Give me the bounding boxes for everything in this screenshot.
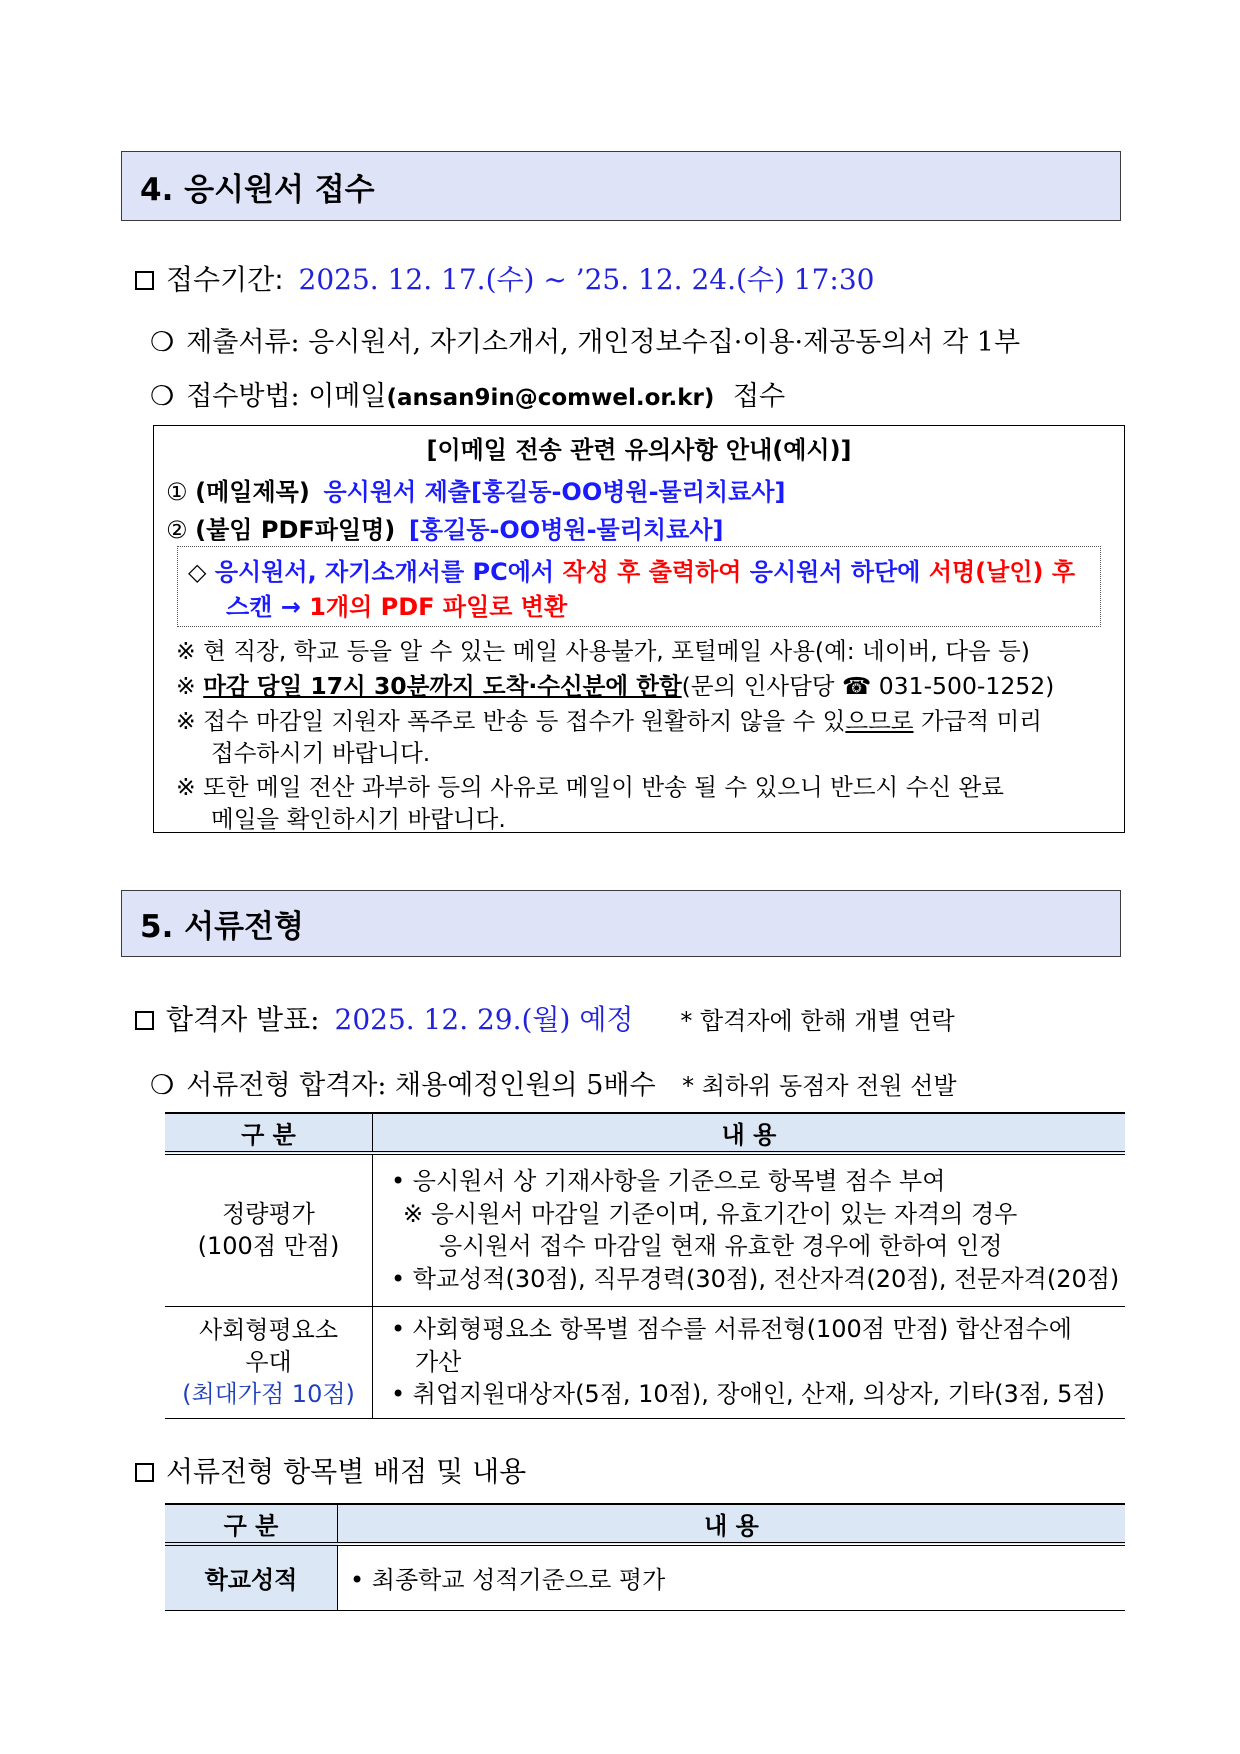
pdf-instruction-box — [177, 546, 1101, 627]
table1-header-category: 구 분 — [165, 1113, 373, 1153]
diamond-icon: ◇ — [188, 558, 207, 586]
notice-note-4: ※ 또한 메일 전산 과부하 등의 사유로 메일이 반송 될 수 있으니 반드시 수신 완료 — [176, 773, 1005, 801]
pass-note: * 최하위 동점자 전원 선발 — [682, 1072, 957, 1100]
item1-num: ① — [166, 478, 188, 506]
method-suffix: 접수 — [732, 381, 786, 412]
row2-label3: (최대가점 10점) — [182, 1380, 355, 1408]
method-prefix: : 이메일 — [290, 381, 387, 412]
row1-content-cell — [373, 1153, 1126, 1306]
email-notice-box — [153, 425, 1125, 833]
item1-value: 응시원서 제출[홍길동-OO병원-물리치료사] — [323, 478, 786, 506]
item1-label: (메일제목) — [195, 478, 310, 506]
table2-header-row — [165, 1504, 1125, 1544]
notice-note-4-cont: 메일을 확인하시기 바랍니다. — [211, 805, 506, 833]
box-line1-b: 작성 후 출력하여 — [562, 558, 742, 586]
table1-header-content: 내 용 — [721, 1121, 777, 1149]
row1-line4: • 학교성적(30점), 직무경력(30점), 전산자격(20점), 전문자격(20점) — [391, 1264, 1120, 1293]
box-line1-d: 서명(날인) 후 — [928, 558, 1076, 586]
checkbox-square-icon — [135, 271, 154, 290]
checkbox-square-icon — [135, 1463, 154, 1482]
items-title-line — [135, 1450, 526, 1490]
item2-value: [홍길동-OO병원-물리치료사] — [408, 516, 724, 544]
row2-label1: 사회형평요소 — [198, 1316, 339, 1344]
table-row — [165, 1153, 1125, 1306]
note2-rest: (문의 인사담당 ☎ 031-500-1252) — [681, 672, 1055, 700]
circle-bullet-icon: ❍ — [150, 381, 175, 412]
table-row — [165, 1544, 1125, 1610]
row1-line3: 응시원서 접수 마감일 현재 유효한 경우에 한하여 인정 — [439, 1232, 1003, 1261]
items-title: 서류전형 항목별 배점 및 내용 — [166, 1455, 527, 1488]
method-label: 접수방법 — [186, 381, 291, 412]
row2-line1: • 사회형평요소 항목별 점수를 서류전형(100점 만점) 합산점수에 — [391, 1315, 1072, 1344]
period-line — [135, 258, 875, 298]
box-line2-b: 1개의 PDF 파일로 변환 — [309, 593, 568, 621]
note2-mark: ※ — [176, 672, 196, 700]
note3-line1-a: ※ 접수 마감일 지원자 폭주로 반송 등 접수가 원활하지 않을 수 있 — [176, 707, 846, 735]
notice-item-1 — [166, 472, 785, 507]
table2-header-category: 구 분 — [165, 1504, 338, 1544]
note2-bold: 마감 당일 17시 30분까지 도착·수신분에 한함 — [203, 672, 682, 700]
box-line2-a: 스캔 → — [226, 593, 301, 621]
table2-row1-label: 학교성적 — [165, 1544, 338, 1610]
docs-label: 제출서류 — [186, 327, 291, 358]
notice-note-3-cont: 접수하시기 바랍니다. — [211, 739, 431, 767]
notice-note-1: ※ 현 직장, 학교 등을 알 수 있는 메일 사용불가, 포털메일 사용(예: 네이버, 다음 등) — [176, 637, 1030, 665]
circle-bullet-icon: ❍ — [150, 1070, 175, 1101]
pass-line — [150, 1063, 957, 1102]
items-score-table — [165, 1503, 1125, 1611]
announce-label: 합격자 발표 — [166, 1003, 311, 1036]
period-sep: : — [274, 263, 284, 296]
table-row — [165, 1306, 1125, 1418]
table1-header-row — [165, 1113, 1125, 1153]
period-label: 접수기간 — [166, 263, 275, 296]
row1-line2: ※ 응시원서 마감일 기준이며, 유효기간이 있는 자격의 경우 — [403, 1199, 1018, 1228]
method-line — [150, 374, 785, 413]
table2-header-content: 내 용 — [704, 1512, 759, 1540]
item2-num: ② — [166, 516, 188, 544]
pass-text: 서류전형 합격자: 채용예정인원의 5배수 — [186, 1070, 656, 1101]
row2-label-cell — [165, 1306, 373, 1418]
notice-title: [이메일 전송 관련 유의사항 안내(예시)] — [426, 436, 852, 464]
row2-line3: • 취업지원대상자(5점, 10점), 장애인, 산재, 의상자, 기타(3점, 5점) — [391, 1380, 1105, 1409]
row1-label2: (100점 만점) — [197, 1232, 340, 1261]
row1-line1: • 응시원서 상 기재사항을 기준으로 항목별 점수 부여 — [391, 1167, 946, 1196]
announce-value: 2025. 12. 29.(월) 예정 — [334, 1003, 634, 1036]
section-4-title: 4. 응시원서 접수 — [140, 171, 375, 208]
screening-criteria-table — [165, 1112, 1125, 1419]
box-line1-a: 응시원서, 자기소개서를 PC에서 — [214, 558, 555, 586]
docs-value: : 응시원서, 자기소개서, 개인정보수집·이용·제공동의서 각 1부 — [290, 327, 1021, 358]
period-value: 2025. 12. 17.(수) ~ ’25. 12. 24.(수) 17:30 — [298, 263, 875, 296]
section-4-header — [121, 151, 1121, 221]
notice-note-2 — [176, 667, 1054, 701]
circle-bullet-icon: ❍ — [150, 327, 175, 358]
row1-label1: 정량평가 — [222, 1200, 315, 1229]
item2-label: (붙임 PDF파일명) — [195, 516, 396, 544]
method-email: (ansan9in@comwel.or.kr) — [386, 385, 715, 411]
row1-label-cell — [165, 1153, 373, 1306]
box-line1-c: 응시원서 하단에 — [749, 558, 921, 586]
note3-line1-u: 으므로 — [845, 707, 914, 735]
docs-line — [150, 320, 1020, 359]
row2-content-cell — [373, 1306, 1126, 1418]
table2-row1-value: • 최종학교 성적기준으로 평가 — [350, 1566, 666, 1595]
notice-note-3 — [176, 702, 1042, 736]
section-5-title: 5. 서류전형 — [140, 909, 304, 945]
checkbox-square-icon — [135, 1011, 154, 1030]
note3-line1-b: 가급적 미리 — [913, 707, 1042, 735]
pdf-instruction-line-1 — [188, 552, 1075, 587]
announce-note: * 합격자에 한해 개별 연락 — [680, 1007, 955, 1035]
announce-sep: : — [310, 1003, 320, 1036]
announce-line — [135, 998, 955, 1038]
pdf-instruction-line-2 — [226, 587, 567, 622]
notice-item-2 — [166, 510, 723, 545]
row2-label2: 우대 — [245, 1348, 292, 1376]
section-5-header — [121, 890, 1121, 957]
row2-line2: 가산 — [415, 1347, 462, 1376]
